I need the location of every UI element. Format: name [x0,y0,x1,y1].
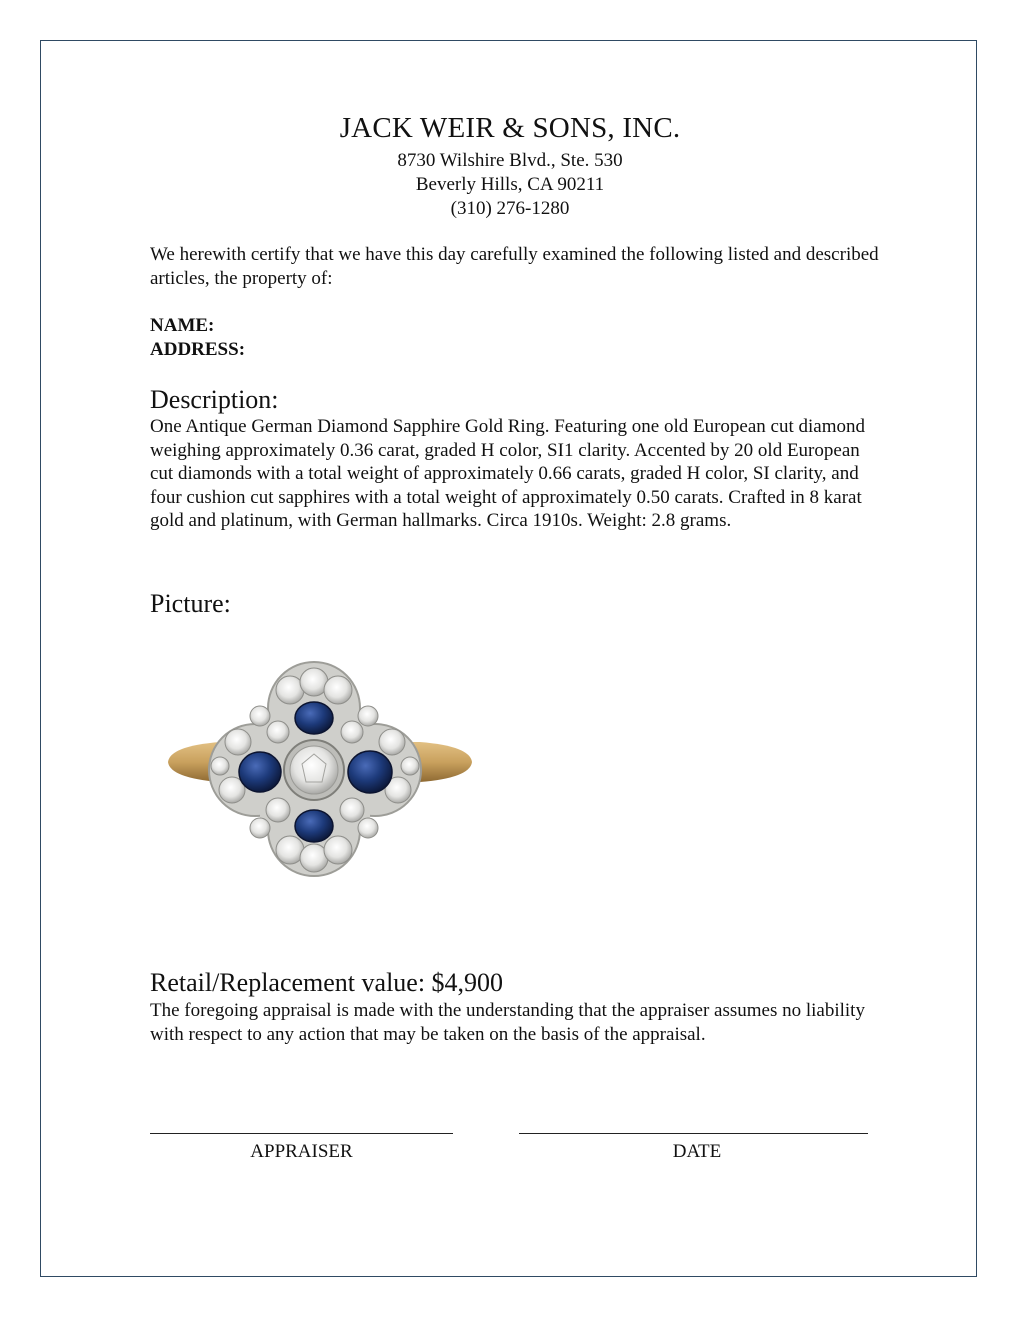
replacement-value-heading: Retail/Replacement value: $4,900 [150,968,504,997]
address-field-label: ADDRESS: [150,339,246,360]
company-phone: (310) 276-1280 [450,198,570,219]
appraiser-signature-line [150,1133,453,1134]
company-name: JACK WEIR & SONS, INC. [339,112,681,144]
ring-photo [160,650,480,900]
name-field-label: NAME: [150,315,215,336]
date-label: DATE [672,1141,722,1162]
company-address-line1: 8730 Wilshire Blvd., Ste. 530 [397,150,623,171]
company-address-line2: Beverly Hills, CA 90211 [415,174,605,195]
picture-heading: Picture: [150,589,231,618]
date-signature-line [519,1133,868,1134]
appraiser-label: APPRAISER [250,1141,353,1162]
appraisal-disclaimer: The foregoing appraisal is made with the understanding that the appraiser assumes no liability with respect to any action that may be taken on the basis of the appraisal. [150,1000,865,1045]
description-text: One Antique German Diamond Sapphire Gold Ring. Featuring one old European cut diamond weighing approximately 0.36 carat, graded H color, SI1 clarity. Accented by 20 old European cut diamonds with a total weight of approximately 0.66 carats, graded H color, SI clarity, and four cushion cut sapphires with a total weight of approximately 0.50 carats. Crafted in 8 karat gold and platinum, with German hallmarks. Circa 1910s. Weight: 2.8 grams. [150,416,865,531]
ring-illustration [160,650,480,900]
description-heading: Description: [150,385,279,414]
certification-statement: We herewith certify that we have this day carefully examined the following listed and described articles, the property of: [150,244,879,289]
